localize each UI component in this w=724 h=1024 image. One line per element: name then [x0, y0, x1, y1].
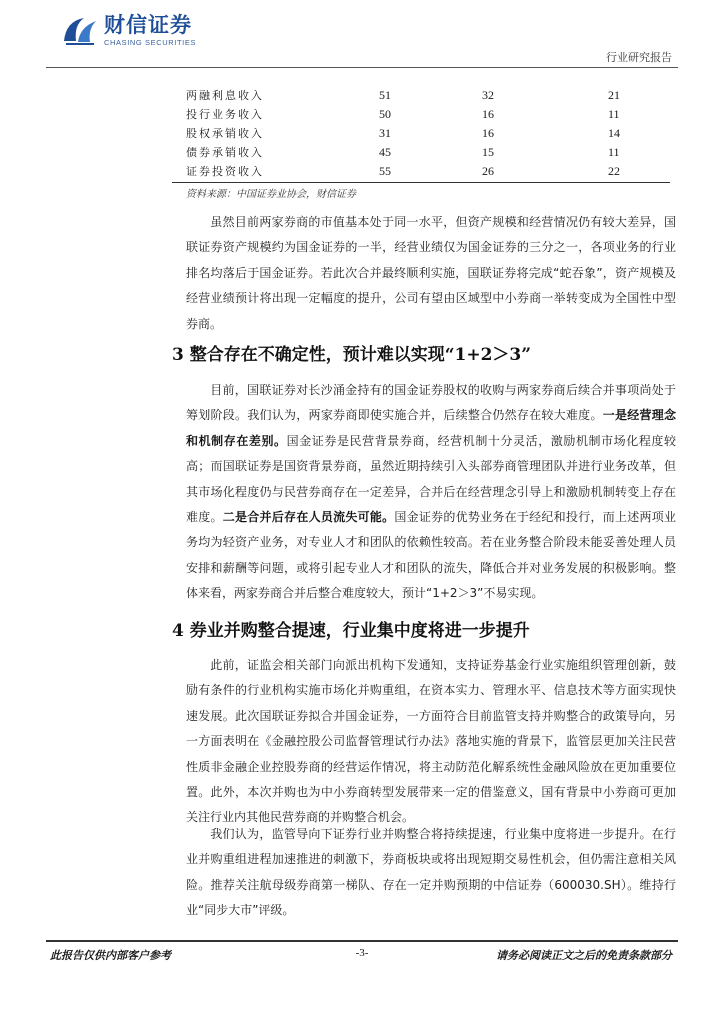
cell-value: 11	[608, 145, 620, 159]
table-source-note: 资料来源：中国证券业协会，财信证券	[186, 189, 356, 200]
cell-value: 31	[379, 126, 391, 140]
bold-point-1: 一是经营理念和机制存在差别。	[186, 408, 676, 448]
cell-value: 11	[608, 107, 620, 121]
table-row	[172, 105, 670, 124]
paragraph-text: 此前，证监会相关部门向派出机构下发通知，支持证券基金行业实施组织管理创新，鼓励有条件的行业机构实施市场化并购重组，在资本实力、管理水平、信息技术等方面实现快速发展。此次国联证券拟合并国金证券，一方面符合目前监管支持并购整合的政策导向，另一方面表明在《金融控股公司监督管理试行办法》落地实施的背景下，监管层更加关注民营性质非金融企业控股券商的经营运作情况，将主动防范化解系统性金融风险放在更加重要位置。此外，本次并购也为中小券商转型发展带来一定的借鉴意义，国有背景中小券商可更加关注行业内其他民营券商的并购整合机会。	[186, 658, 676, 825]
bold-point-2: 二是合并后存在人员流失可能。	[222, 510, 395, 525]
table-row	[172, 143, 670, 162]
paragraph-conclusion	[186, 822, 676, 924]
paragraph-integration	[186, 378, 676, 607]
table-row	[172, 124, 670, 143]
section-heading-4: 4 券业并购整合提速，行业集中度将进一步提升	[172, 621, 530, 641]
paragraph-text: 我们认为，监管导向下证券行业并购整合将持续提速，行业集中度将进一步提升。在行业并购重组进程加速推进的刺激下，券商板块或将出现短期交易性机会，但仍需注意相关风险。推荐关注航母级券商第一梯队、存在一定并购预期的中信证券（600030.SH）。维持行业“同步大市”评级。	[186, 827, 676, 918]
footer-divider	[46, 940, 678, 942]
row-label: 股权承销收入	[186, 127, 264, 140]
paragraph-regulation	[186, 653, 676, 831]
page-header	[0, 0, 724, 70]
paragraph-text: 国金证券是民营背景券商，经营机制十分灵活，激励机制市场化程度较高；而国联证券是国资背景券商，虽然近期持续引入头部券商管理团队并进行业务改革，但其市场化程度仍与民营券商存在一定差异，合并后在经营理念引导上和激励机制转变上存在难度。	[186, 433, 676, 525]
cell-value: 26	[482, 164, 494, 178]
cell-value: 45	[379, 145, 391, 159]
section-heading-3: 3 整合存在不确定性，预计难以实现“1+2＞3”	[172, 345, 532, 365]
header-divider	[46, 67, 678, 68]
report-type-label: 行业研究报告	[606, 51, 672, 64]
chasing-logo-icon	[62, 15, 98, 47]
logo-english-name: CHASING SECURITIES	[104, 38, 197, 47]
cell-value: 50	[379, 107, 391, 121]
paragraph-text: 目前，国联证券对长沙涌金持有的国金证券股权的收购与两家券商后续合并事项尚处于筹划阶段。我们认为，两家券商即使实施合并，后续整合仍然存在较大难度。	[186, 383, 676, 423]
cell-value: 16	[482, 126, 494, 140]
page-number: -3-	[355, 947, 369, 959]
revenue-table	[172, 86, 670, 181]
table-row	[172, 162, 670, 181]
row-label: 投行业务收入	[186, 108, 264, 121]
cell-value: 51	[379, 88, 391, 102]
table-bottom-rule	[172, 182, 670, 183]
cell-value: 14	[608, 126, 620, 140]
row-label: 证券投资收入	[186, 165, 264, 178]
cell-value: 55	[379, 164, 391, 178]
cell-value: 21	[608, 88, 620, 102]
footer-disclaimer-right: 请务必阅读正文之后的免责条款部分	[496, 949, 672, 962]
cell-value: 32	[482, 88, 494, 102]
paragraph-text: 虽然目前两家券商的市值基本处于同一水平，但资产规模和经营情况仍有较大差异，国联证券资产规模约为国金证券的一半，经营业绩仅为国金证券的三分之一，各项业务的行业排名均落后于国金证券。若此次合并最终顺利实施，国联证券将完成“蛇吞象”，资产规模及经营业绩预计将出现一定幅度的提升，公司有望由区域型中小券商一举转变成为全国性中型券商。	[186, 215, 676, 331]
row-label: 债券承销收入	[186, 146, 264, 159]
cell-value: 16	[482, 107, 494, 121]
paragraph-text: 国金证券的优势业务在于经纪和投行，而上述两项业务均为轻资产业务，对专业人才和团队的依赖性较高。若在业务整合阶段未能妥善处理人员安排和薪酬等问题，或将引起专业人才和团队的流失，降低合并对业务发展的积极影响。整体来看，两家券商合并后整合难度较大，预计“1+2＞3”不易实现。	[186, 510, 676, 601]
company-logo	[62, 14, 196, 47]
logo-chinese-name: 财信证券	[104, 13, 192, 37]
paragraph-comparison	[186, 210, 676, 337]
row-label: 两融利息收入	[186, 89, 264, 102]
cell-value: 15	[482, 145, 494, 159]
table-row	[172, 86, 670, 105]
cell-value: 22	[608, 164, 620, 178]
footer-disclaimer-left: 此报告仅供内部客户参考	[50, 949, 171, 962]
